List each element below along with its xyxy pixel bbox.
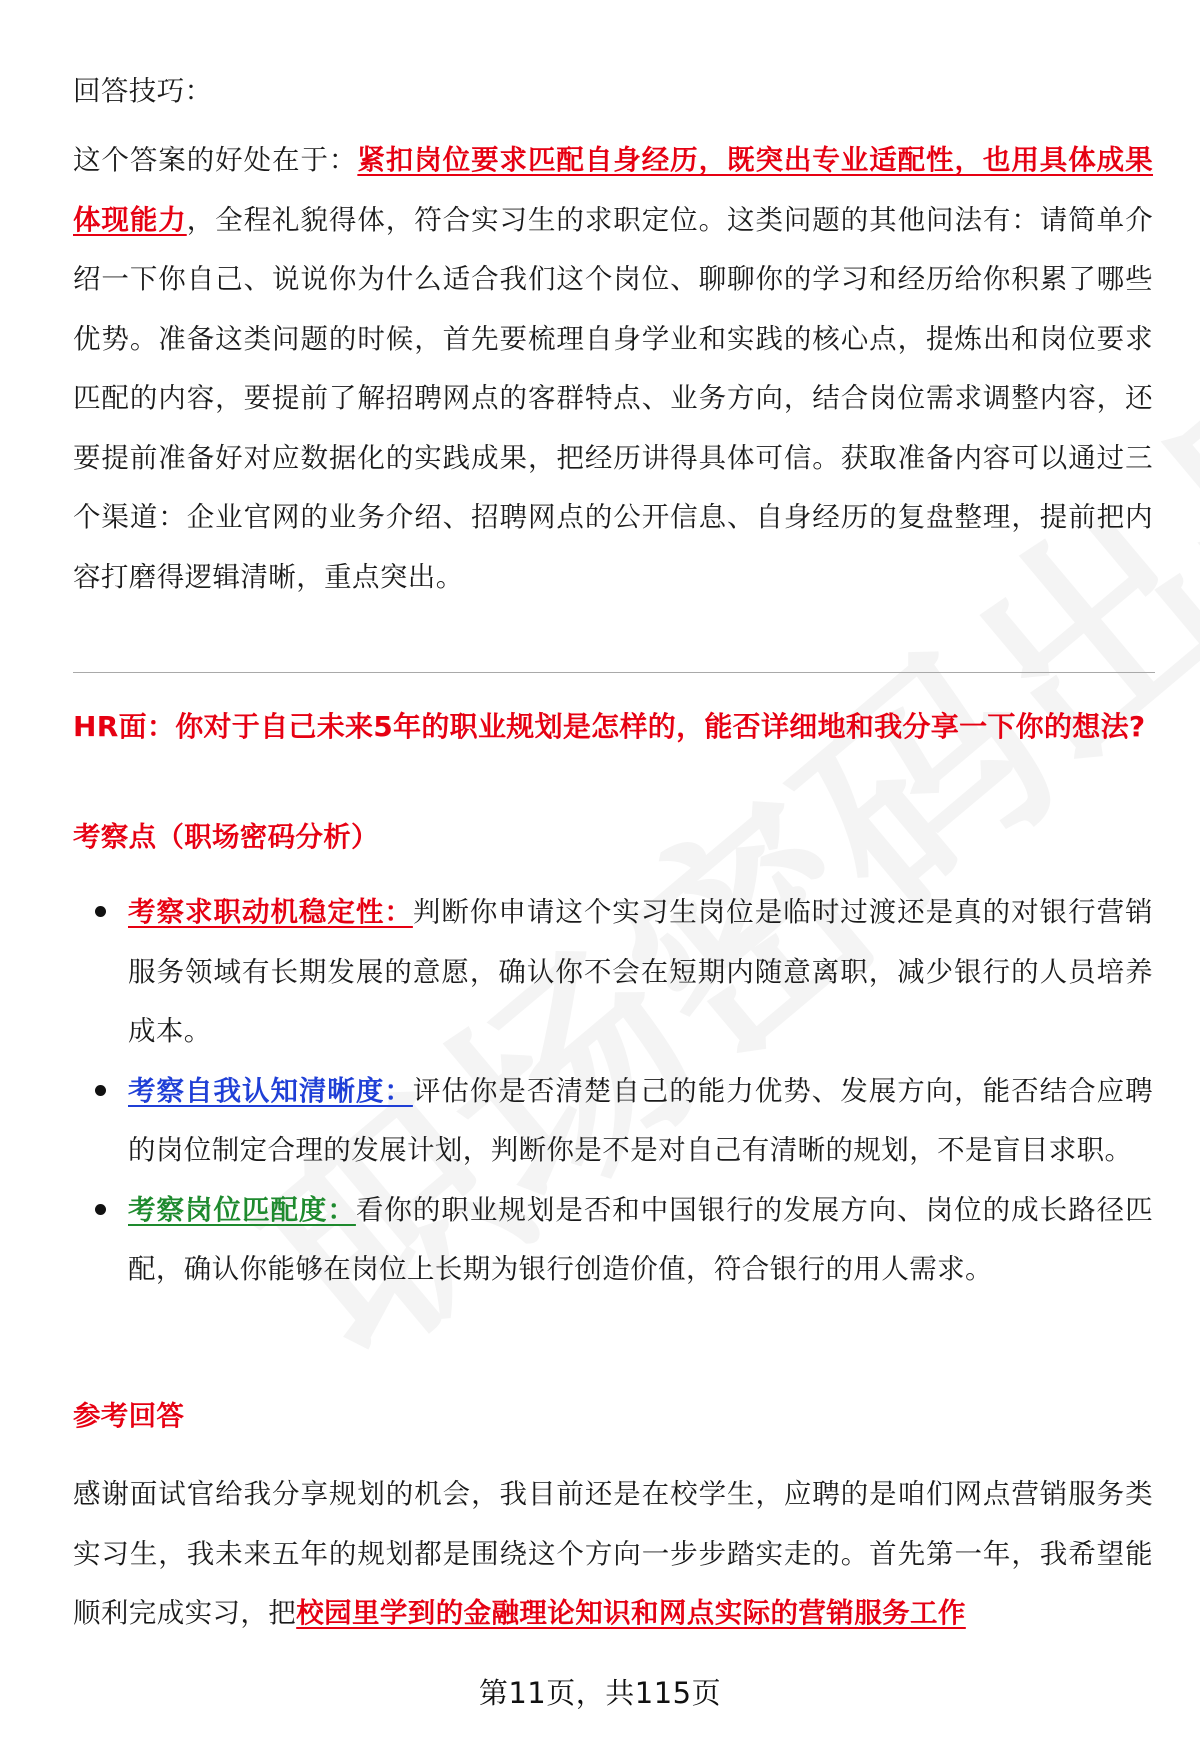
focus-point-label: 考察求职动机稳定性： <box>128 896 413 928</box>
focus-point-3 <box>73 1181 1153 1300</box>
hr-question: HR面：你对于自己未来5年的职业规划是怎样的，能否详细地和我分享一下你的想法? <box>73 710 1146 743</box>
focus-point-label: 考察自我认知清晰度： <box>128 1074 413 1107</box>
focus-point-text: 看你的职业规划是否和中国银行的发展方向、岗位的成长路径匹配，确认你能够在岗位上长期为银行创造价值，符合银行的用人需求。 <box>128 1193 1153 1285</box>
focus-point-text: 判断你申请这个实习生岗位是临时过渡还是真的对银行营销服务领域有长期发展的意愿，确认你不会在短期内随意离职，减少银行的人员培养成本。 <box>128 896 1153 1047</box>
focus-points-list <box>73 883 1153 1300</box>
focus-point-2 <box>73 1062 1153 1181</box>
answer-title: 参考回答 <box>73 1400 185 1432</box>
benefit-lead: 这个答案的好处在于： <box>73 144 358 176</box>
focus-point-text: 评估你是否清楚自己的能力优势、发展方向，能否结合应聘的岗位制定合理的发展计划，判断你是不是对自己有清晰的规划，不是盲目求职。 <box>128 1074 1153 1166</box>
benefit-rest: ，全程礼貌得体，符合实习生的求职定位。这类问题的其他问法有：请简单介绍一下你自己、说说你为什么适合我们这个岗位、聊聊你的学习和经历给你积累了哪些优势。准备这类问题的时候，首先要梳理自身学业和实践的核心点，提炼出和岗位要求匹配的内容，要提前了解招聘网点的客群特点、业务方向，结合岗位需求调整内容，还要提前准备好对应数据化的实践成果，把经历讲得具体可信。获取准备内容可以通过三个渠道：企业官网的业务介绍、招聘网点的公开信息、自身经历的复盘整理，提前把内容打磨得逻辑清晰，重点突出。 <box>73 203 1153 593</box>
page-footer: 第11页，共115页 <box>478 1676 722 1710</box>
focus-title: 考察点（职场密码分析） <box>73 821 379 853</box>
focus-point-label: 考察岗位匹配度： <box>128 1193 356 1226</box>
tips-label: 回答技巧： <box>73 75 213 107</box>
focus-point-1 <box>73 883 1153 1062</box>
bullet-icon <box>95 1204 106 1215</box>
section-divider <box>73 672 1155 673</box>
answer-paragraph <box>73 1465 1153 1644</box>
benefit-highlight: 紧扣岗位要求匹配自身经历，既突出专业适配性，也用具体成果体现能力 <box>73 144 1154 236</box>
answer-highlight: 校园里学到的金融理论知识和网点实际的营销服务工作 <box>296 1597 966 1629</box>
answer-text: 感谢面试官给我分享规划的机会，我目前还是在校学生，应聘的是咱们网点营销服务类实习生，我未来五年的规划都是围绕这个方向一步步踏实走的。首先第一年，我希望能顺利完成实习，把 <box>73 1478 1153 1629</box>
bullet-icon <box>95 906 106 917</box>
bullet-icon <box>95 1085 106 1096</box>
benefit-paragraph <box>73 131 1153 607</box>
